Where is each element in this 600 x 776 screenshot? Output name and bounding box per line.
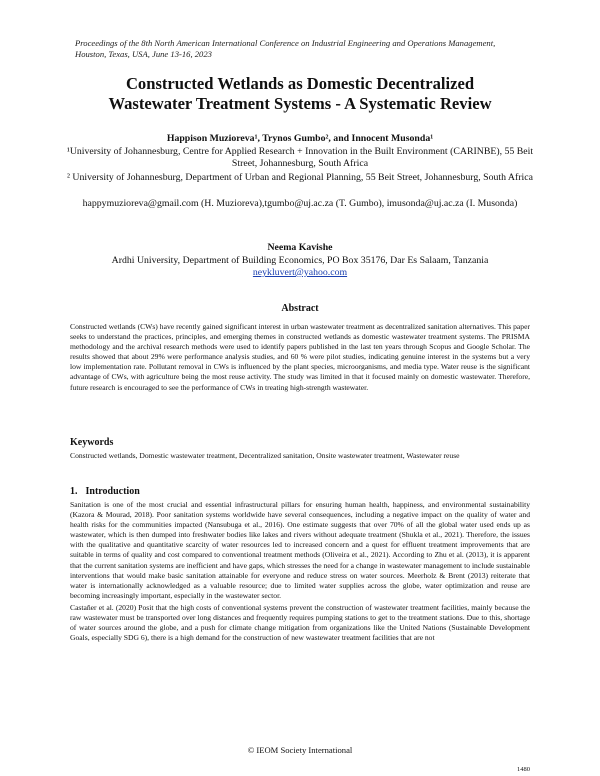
affiliation-2: ² University of Johannesburg, Department of Urban and Regional Planning, 55 Beit Street, Johannesburg, South Africa — [67, 172, 533, 183]
intro-paragraph-2: Castañer et al. (2020) Posit that the high costs of conventional systems prevent the construction of wastewater treatment facilities, mainly because the raw wastewater must be transported over long distances and frequently requires pumping stations to get to the treatment stations. Due to this, shortage of water sources around the globe, and a push for climate change mitigation from organizations like the United Nations (Sustainable Development Goals, especially SDG 6), there is a high demand for the construction of new wastewater treatment facilities that are not — [70, 602, 530, 643]
second-author-email — [60, 267, 540, 279]
affiliation-1: ¹University of Johannesburg, Centre for Applied Research + Innovation in the Built Environment (CARINBE), 55 Beit Street, Johannesburg, South Africa — [66, 146, 534, 170]
keywords-text: Constructed wetlands, Domestic wastewater treatment, Decentralized sanitation, Onsite wastewater treatment, Wastewater reuse — [70, 451, 460, 460]
affiliation-3: Ardhi University, Department of Building Economics, PO Box 35176, Dar Es Salaam, Tanzania — [111, 255, 489, 266]
abstract-heading: Abstract — [281, 303, 319, 314]
section-title: Introduction — [85, 486, 140, 497]
keywords-heading: Keywords — [70, 437, 114, 448]
copyright-footer: © IEOM Society International — [247, 745, 353, 755]
paper-title — [60, 74, 540, 114]
abstract-text: Constructed wetlands (CWs) have recently gained significant interest in urban wastewater treatment as decentralized sanitation alternatives. This paper seeks to understand the practices, principles, and emerging themes in constructed wetlands as domestic wastewater treatment systems. The PRISMA methodology and the archival research methods were used to identify papers published in the last ten years through Scopus and Google Scholar. The results showed that about 29% were performance analysis studies, and 60 % were pilot studies, indicating genuine interest in the systems but a very low implementation rate. Pollutant removal in CWs is influenced by the plant species, microorganisms, and media type. Water reuse is the significant advantage of CWs, with agriculture being the most reuse activity. The study was limited in that it focused mainly on domestic wastewater. Therefore, future research is encouraged to see the performance of CWs in treating high-strength wastewater. — [70, 322, 530, 392]
conference-header: Proceedings of the 8th North American International Conference on Industrial Engineering and Operations Management, Houston, Texas, USA, June 13-16, 2023 — [75, 38, 496, 59]
section-number: 1. — [70, 486, 78, 497]
author-list: Happison Muzioreva¹, Trynos Gumbo², and Innocent Musonda¹ — [166, 133, 434, 144]
email-link[interactable]: neykluvert@yahoo.com — [252, 267, 348, 278]
introduction-body — [70, 500, 530, 643]
second-author: Neema Kavishe — [267, 242, 333, 253]
introduction-heading — [70, 486, 140, 497]
title-line-2: Wastewater Treatment Systems - A Systematic Review — [108, 94, 492, 113]
intro-paragraph-1: Sanitation is one of the most crucial and essential infrastructural pillars for ensuring human health, happiness, and environmental sustainability (Kazora & Mourad, 2018). Poor sanitation systems worldwide have several consequences, including a negative impact on the quality of water and health risks for the communities impacted (Nansubuga et al., 2016). One estimate suggests that over 70% of all the global water used ends up as wastewater, which is then dumped into freshwater bodies like lakes and rivers without adequate treatment (Shukla et al., 2021). Therefore, the issues with the qualitative and quantitative scarcity of water resources led to increased concern and a quest for effluent treatment improvements that are suitable in terms of quality and cost compared to conventional treatment methods (Oliveira et al., 2021). According to Zhu et al. (2013), it is apparent that the current sanitation systems are inefficient and have gaps, which stresses the need for a change in wastewater management to include sustainable interventions that would make basic sanitation attainable for everyone and reduce stress on water sources. Meerholz & Brent (2013) reiterate that water is internationally acknowledged as a valuable resource; due to limited water supplies across the globe, water optimization and reuse are becoming increasingly important, especially in the wastewater sector. — [70, 500, 530, 600]
page-number: 1480 — [517, 766, 530, 773]
title-line-1: Constructed Wetlands as Domestic Decentralized — [125, 74, 475, 93]
author-emails: happymuzioreva@gmail.com (H. Muzioreva),tgumbo@uj.ac.za (T. Gumbo), imusonda@uj.ac.za (I. Musonda) — [82, 198, 518, 209]
